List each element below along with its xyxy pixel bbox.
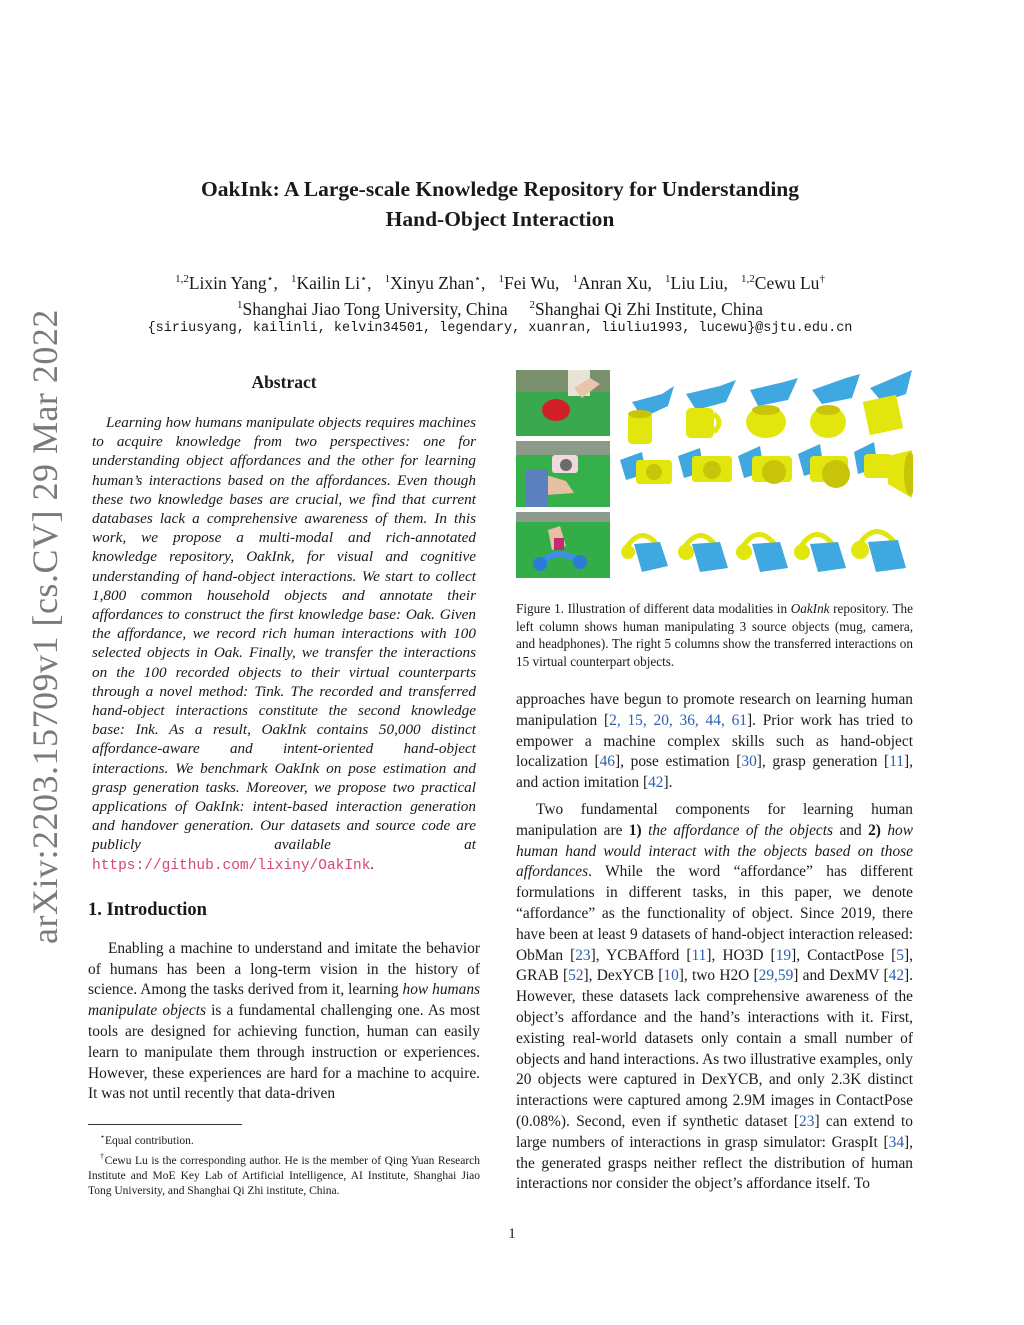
author: $^1$Fei Wu,: [498, 272, 569, 293]
title-line-2: Hand-Object Interaction: [385, 207, 615, 231]
affiliation-list: [80, 294, 920, 320]
photo-mug: [516, 370, 610, 436]
right-column: [516, 370, 913, 1195]
paper-title: [80, 174, 920, 234]
footnote-corresponding-author: †Cewu Lu is the corresponding author. He is the member of Qing Yuan Research Institute and MoE Key Lab of Artificial Intelligence, AI Institute, Shanghai Jiao Tong University, and Shanghai Qi Zhi institute, China.: [88, 1151, 481, 1197]
footnote-rule: [88, 1124, 242, 1125]
citation[interactable]: 42: [648, 774, 664, 792]
intro-paragraph-continued: approaches have begun to promote research on learning human manipulation [2, 15, 20, 36, 44, 61]. Prior work has tried to empower a machine complex skills such as hand-object localization [46], pose estimation [30], grasp generation [11], and action imitation [42].: [516, 691, 914, 792]
author: $^1$Kailin Li⋆,: [291, 272, 381, 293]
author: $^1$Liu Liu,: [665, 272, 737, 293]
citation[interactable]: 10: [663, 967, 679, 985]
figure-1: [516, 370, 913, 584]
abstract-heading: Abstract: [251, 372, 317, 392]
affiliation: $^1$Shanghai Jiao Tong University, China: [237, 298, 508, 319]
author-block: [80, 268, 920, 320]
author: $^{1,2}$Lixin Yang⋆,: [175, 272, 287, 293]
footnote-equal-contribution: ⋆Equal contribution.: [100, 1132, 194, 1147]
citation[interactable]: 23: [799, 1112, 815, 1130]
arxiv-stamp: arXiv:2203.15709v1 [cs.CV] 29 Mar 2022: [25, 309, 65, 944]
citation[interactable]: 34: [888, 1133, 905, 1151]
author: $^1$Xinyu Zhan⋆,: [384, 272, 495, 293]
citation[interactable]: 30: [741, 753, 757, 771]
camera-row: [620, 442, 913, 498]
abstract-text: Learning how humans manipulate objects requires machines to acquire knowledge from two perspectives: one for understanding object affordances and the other for learning human’s interactions based on the affordances. Even though these two knowledge bases are crucial, we find that current databases lack a comprehensive awareness of them. In this work, we propose a multi-modal and rich-annotated knowledge repository, OakInk, for visual and cognitive understanding of hand-object interactions. We start to collect 1,800 common household objects and annotate their affordances to construct the first knowledge base: Oak. Given the affordance, we record rich human interactions with 100 selected objects in Oak. Finally, we transfer the interactions on the 100 recorded objects to their virtual counterparts through a novel method: Tink. The recorded and transferred hand-object interactions constitute the second knowledge base: Ink. As a result, OakInk contains 50,000 distinct affordance-aware and intent-oriented hand-object interactions. We benchmark OakInk on pose estimation and grasp generation tasks. Moreover, we propose two practical applications of OakInk: intent-based interaction generation and handover generation. Our datasets and source code are publicly available at https://github.com/lixiny/OakInk.: [92, 414, 476, 874]
left-column: [88, 370, 480, 1105]
photo-camera: [516, 441, 610, 507]
affiliation: $^2$Shanghai Qi Zhi Institute, China: [529, 298, 763, 319]
photo-headphones: [516, 512, 610, 578]
github-link[interactable]: https://github.com/lixiny/OakInk: [92, 857, 371, 874]
transferred-interactions-grid: [616, 370, 913, 584]
author-list: [80, 268, 920, 294]
author-emails: {siriusyang, kailinli, kelvin34501, legendary, xuanran, liuliu1993, lucewu}@sjtu.edu.cn: [147, 321, 853, 336]
citation[interactable]: 29,: [758, 967, 778, 985]
citation[interactable]: 46: [599, 753, 615, 771]
author: $^{1,2}$Cewu Lu†: [741, 272, 825, 293]
footnotes: [88, 1124, 480, 1199]
title-line-1: OakInk: A Large-scale Knowledge Repository for Understanding: [200, 177, 800, 201]
citation[interactable]: 11: [889, 753, 905, 771]
citation[interactable]: 11: [691, 946, 707, 964]
section-heading-introduction: 1. Introduction: [88, 899, 207, 920]
page-number: 1: [508, 1226, 516, 1242]
citation[interactable]: 42: [888, 967, 905, 985]
mug-row: [628, 370, 912, 444]
photo-column: [516, 370, 610, 583]
intro-paragraph-two: Two fundamental components for learning human manipulation are 1) the affordance of the objects and 2) how human hand would interact with the objects based on those affordances. While the word “affordance” has different formulations in different tasks, in this paper, we denote “affordance” as the functionality of object. Since 2019, there have been at least 9 datasets of hand-object interaction released: ObMan [23], YCBAfford [11], HO3D [19], ContactPose [5], GRAB [52], DexYCB [10], two H2O [29,59] and DexMV [42]. However, these datasets lack comprehensive awareness of the object’s affordance and the hand’s interactions with it. First, existing real-world datasets only contain a small number of objects and hand interactions. As two illustrative examples, only 20 objects were captured in DexYCB, and only 2.3K distinct interactions were captured among 2.9M images in ContactPose (0.08%). Second, even if synthetic dataset [23] can extend to large numbers of interactions in grasp simulator: GraspIt [34], the generated grasps neither reflect the distribution of human interactions nor consider the object’s affordance itself. To: [516, 800, 914, 1193]
author: $^1$Anran Xu,: [572, 272, 661, 293]
intro-paragraph: Enabling a machine to understand and imitate the behavior of humans has been a long-term vision in the history of science. Among the tasks derived from it, learning how humans manipulate objects is a fundamental challenging one. As most tools are designed for achieving function, human can easily learn to manipulate them through instruction or experiences. However, these experiences are hard for a machine to acquire. It was not until recently that data-driven: [88, 939, 481, 1103]
citation[interactable]: 5: [896, 946, 904, 964]
headphones-row: [621, 531, 906, 572]
citation[interactable]: 23: [575, 946, 591, 964]
citation[interactable]: 2, 15, 20, 36, 44, 61: [609, 711, 747, 729]
figure-1-caption: Figure 1. Illustration of different data modalities in OakInk repository. The left column shows human manipulating 3 source objects (mug, camera, and headphones). The right 5 columns show the transferred interactions on 15 virtual counterpart objects.: [516, 601, 913, 669]
citation[interactable]: 52: [568, 967, 584, 985]
citation[interactable]: 19: [775, 946, 792, 964]
citation[interactable]: 59: [777, 967, 794, 985]
